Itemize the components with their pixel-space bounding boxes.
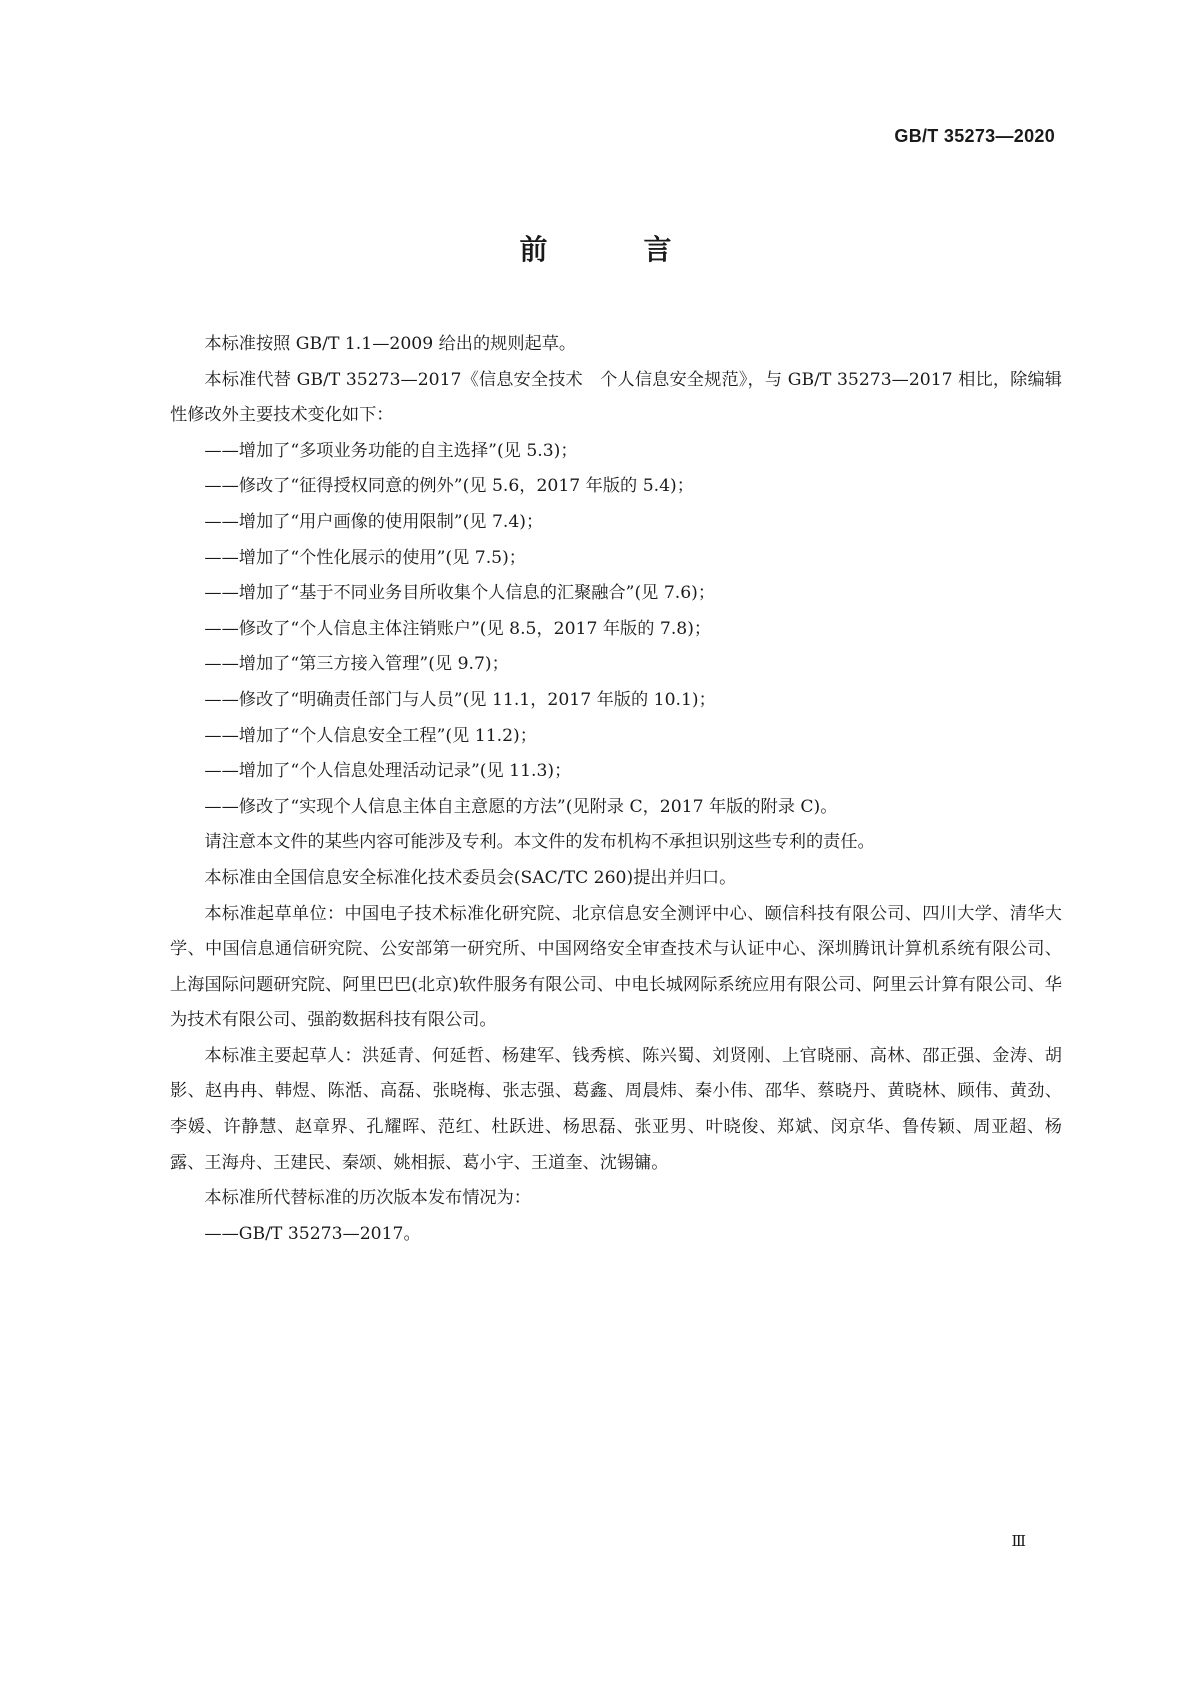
change-item: ——增加了“第三方接入管理”(见 9.7)； [204, 654, 509, 675]
paragraph-committee: 本标准由全国信息安全标准化技术委员会(SAC/TC 260)提出并归口。 [204, 867, 737, 888]
change-item: ——修改了“个人信息主体注销账户”(见 8.5，2017 年版的 7.8)； [204, 618, 712, 639]
standard-code: GB/T 35273—2020 [894, 126, 1055, 146]
paragraph-patent-notice: 请注意本文件的某些内容可能涉及专利。本文件的发布机构不承担识别这些专利的责任。 [204, 832, 875, 853]
paragraph-history-intro: 本标准所代替标准的历次版本发布情况为： [204, 1188, 531, 1209]
change-item: ——修改了“征得授权同意的例外”(见 5.6，2017 年版的 5.4)； [204, 476, 694, 497]
history-item: ——GB/T 35273—2017。 [204, 1223, 421, 1244]
change-item: ——增加了“个人信息安全工程”(见 11.2)； [204, 725, 537, 746]
foreword-body [170, 327, 1062, 1252]
change-item: ——增加了“用户画像的使用限制”(见 7.4)； [204, 511, 544, 532]
change-item: ——修改了“实现个人信息主体自主意愿的方法”(见附录 C，2017 年版的附录 C)。 [204, 796, 838, 817]
paragraph-drafting-units: 本标准起草单位：中国电子技术标准化研究院、北京信息安全测评中心、颐信科技有限公司、四川大学、清华大学、中国信息通信研究院、公安部第一研究所、中国网络安全审查技术与认证中心、深圳腾讯计算机系统有限公司、上海国际问题研究院、阿里巴巴(北京)软件服务有限公司、中电长城网际系统应用有限公司、阿里云计算有限公司、华为技术有限公司、强韵数据科技有限公司。 [170, 903, 1062, 1031]
change-item: ——增加了“个人信息处理活动记录”(见 11.3)； [204, 761, 572, 782]
paragraph-drafters: 本标准主要起草人：洪延青、何延哲、杨建军、钱秀槟、陈兴蜀、刘贤刚、上官晓丽、高林、邵正强、金涛、胡影、赵冉冉、韩煜、陈湉、高磊、张晓梅、张志强、葛鑫、周晨炜、秦小伟、邵华、蔡晓丹、黄晓林、顾伟、黄劲、李媛、许静慧、赵章界、孔耀晖、范红、杜跃进、杨思磊、张亚男、叶晓俊、郑斌、闵京华、鲁传颖、周亚超、杨露、王海舟、王建民、秦颂、姚相振、葛小宇、王道奎、沈锡镛。 [170, 1045, 1062, 1173]
change-item: ——增加了“基于不同业务目所收集个人信息的汇聚融合”(见 7.6)； [204, 583, 716, 604]
paragraph-drafting-rules: 本标准按照 GB/T 1.1—2009 给出的规则起草。 [204, 334, 577, 354]
change-item: ——修改了“明确责任部门与人员”(见 11.1，2017 年版的 10.1)； [204, 689, 716, 710]
change-item: ——增加了“多项业务功能的自主选择”(见 5.3)； [204, 440, 578, 461]
page-title: 前 言 [519, 233, 706, 266]
change-item: ——增加了“个性化展示的使用”(见 7.5)； [204, 547, 526, 568]
paragraph-replacement: 本标准代替 GB/T 35273—2017《信息安全技术 个人信息安全规范》，与 GB/T 35273—2017 相比，除编辑性修改外主要技术变化如下： [170, 369, 1062, 426]
page-number: Ⅲ [1011, 1532, 1026, 1550]
